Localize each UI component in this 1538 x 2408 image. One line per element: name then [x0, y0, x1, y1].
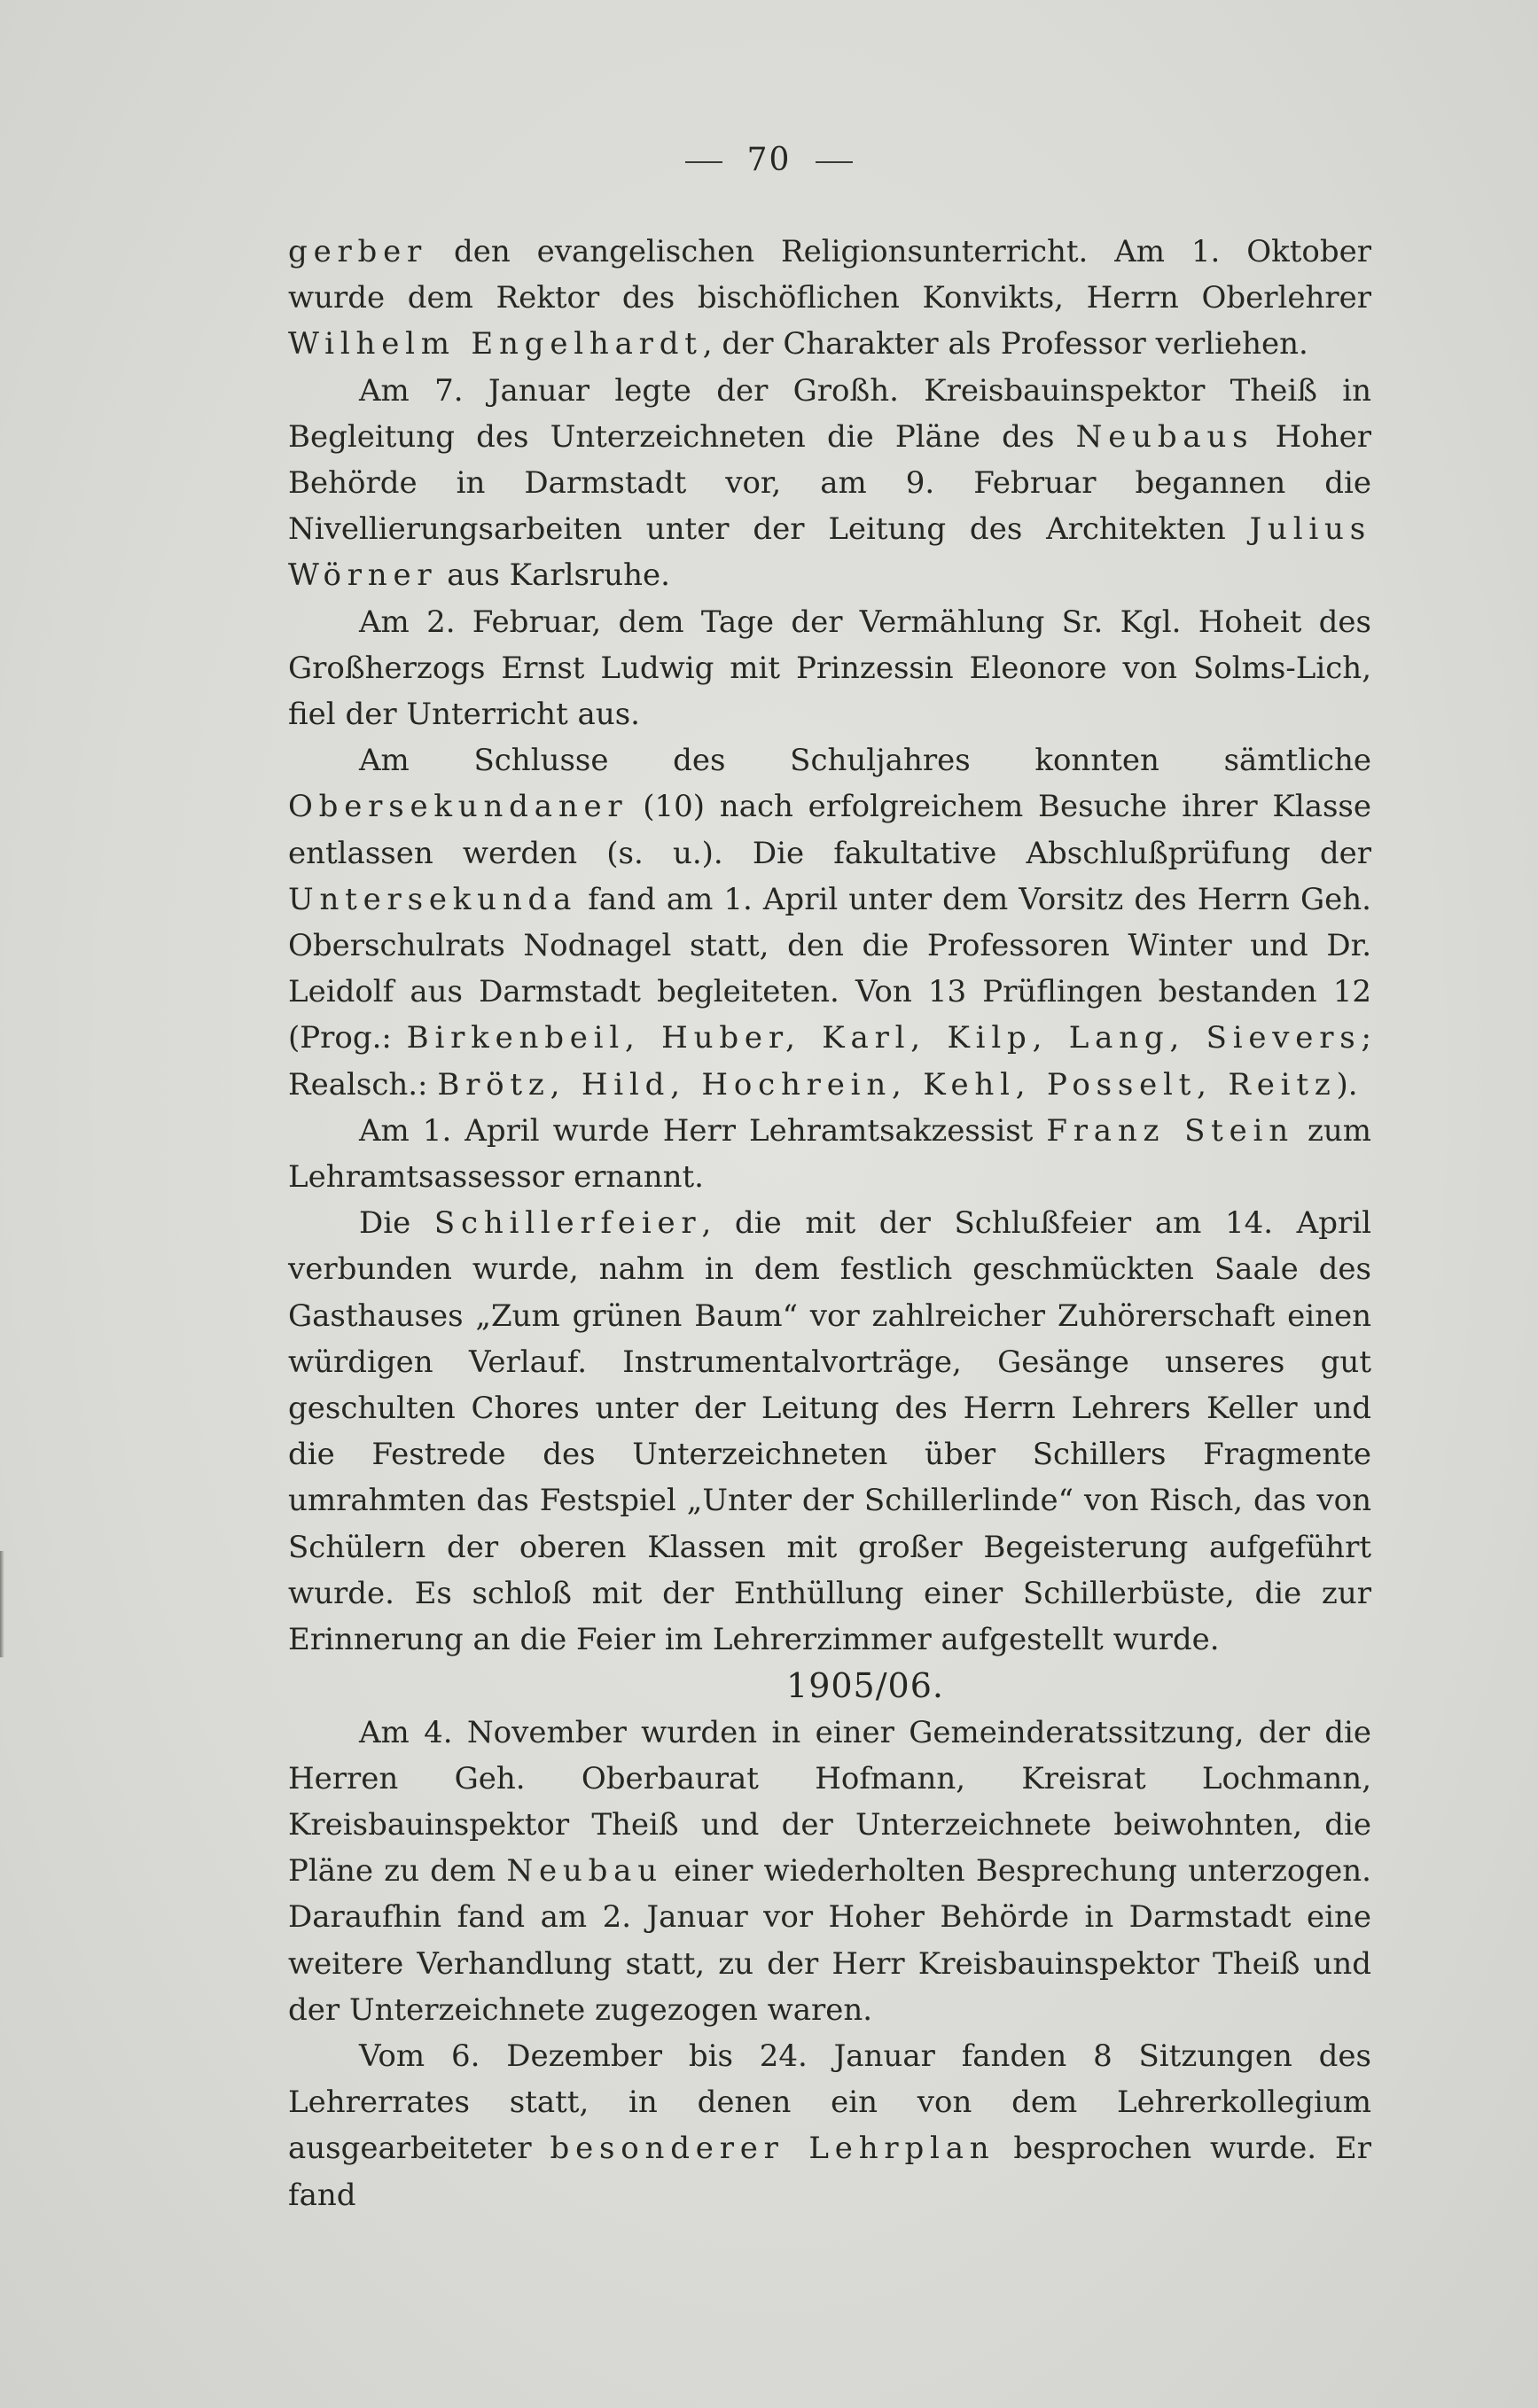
text-run: den evangelischen Religionsunterricht. Am 1. Oktober wurde dem Rektor des bischöflichen Konvikts, Herrn Oberlehrer — [288, 234, 1371, 316]
paragraph — [288, 368, 1371, 599]
text-run: Am 7. Januar legte der Großh. Kreisbauinspektor Theiß in Begleitung des Unterzeichneten die Pläne des — [288, 372, 1371, 455]
paragraph — [288, 1710, 1371, 2033]
paragraph — [288, 1108, 1371, 1200]
spaced-text: besonderer Lehrplan — [550, 2131, 995, 2167]
binding-shadow — [0, 1551, 4, 1657]
paragraph — [288, 229, 1371, 368]
paragraph — [288, 599, 1371, 738]
page-number — [0, 142, 1538, 178]
text-run: Am 1. April wurde Herr Lehramtsakzessist — [359, 1112, 1047, 1149]
paragraph — [288, 1200, 1371, 1663]
text-run: Die — [359, 1205, 434, 1242]
text-run: Am 4. November wurden in einer Gemeinderatssitzung, der die Herren Geh. Oberbaurat Hofmann, Kreisrat Lochmann, Kreisbauinspektor Theiß und der Unterzeichnete beiwohnten, die Pläne zu dem — [288, 1714, 1371, 1890]
spaced-text: Julius Wörner — [288, 511, 1371, 594]
text-run: aus Karlsruhe. — [437, 557, 670, 594]
dash-left — [685, 161, 722, 163]
spaced-text: Untersekunda — [288, 881, 578, 917]
paragraph — [288, 2033, 1371, 2218]
text-run: zum Lehramtsassessor ernannt. — [288, 1112, 1372, 1196]
text-run: Am Schlusse des Schuljahres konnten sämtliche — [359, 743, 1371, 779]
spaced-text: Schillerfeier — [433, 1205, 702, 1242]
spaced-text: Wilhelm Engelhardt — [288, 326, 703, 362]
text-run: Am 2. Februar, dem Tage der Vermählung Sr. Kgl. Hoheit des Großherzogs Ernst Ludwig mit Prinzessin Eleonore von Solms-Lich, fiel der Unterricht aus. — [288, 604, 1371, 733]
spaced-text: Neubau — [506, 1853, 663, 1890]
body-text — [288, 229, 1371, 2218]
text-run: Hoher Behörde in Darmstadt vor, am 9. Februar begannen die Nivellierungsarbeiten unter der Leitung des Architekten — [288, 418, 1371, 548]
spaced-text: Obersekundaner — [288, 789, 628, 825]
text-run: fand am 1. April unter dem Vorsitz des Herrn Geh. Oberschulrats Nodnagel statt, den die Professoren Winter und Dr. Leidolf aus Darmstadt begleiteten. Von 13 Prüflingen bestanden 12 (Prog.: — [288, 881, 1371, 1056]
text-run: Vom 6. Dezember bis 24. Januar fanden 8 Sitzungen des Lehrerrates statt, in denen ein von dem Lehrerkollegium ausgearbeiteter — [288, 2038, 1371, 2167]
spaced-text: gerber — [288, 234, 428, 269]
page-number-value: 70 — [746, 142, 792, 178]
text-run: ; Realsch.: — [288, 1020, 1371, 1103]
spaced-text: Brötz, Hild, Hochrein, Kehl, Posselt, Reitz — [437, 1066, 1337, 1103]
text-run: besprochen wurde. Er fand — [288, 2131, 1371, 2213]
text-run: (10) nach erfolgreichem Besuche ihrer Klasse entlassen werden (s. u.). Die fakultative Abschlußprüfung der — [288, 789, 1371, 871]
spaced-text: Franz Stein — [1046, 1112, 1294, 1149]
spaced-text: Birkenbeil, Huber, Karl, Kilp, Lang, Sievers — [406, 1020, 1362, 1056]
text-run: , die mit der Schlußfeier am 14. April verbunden wurde, nahm in dem festlich geschmückten Saale des Gasthauses „Zum grünen Baum“ vor zahlreicher Zuhörerschaft einen würdigen Verlauf. Instrumentalvorträge, Gesänge unseres gut geschulten Chores unter der Leitung des Herrn Lehrers Keller und die Festrede des Unterzeichneten über Schillers Fragmente umrahmten das Festspiel „Unter der Schillerlinde“ von Risch, das von Schülern der oberen Klassen mit großer Begeisterung aufgeführt wurde. Es schloß mit der Enthüllung einer Schillerbüste, die zur Erinnerung an die Feier im Lehrerzimmer aufgestellt wurde. — [288, 1205, 1371, 1658]
section-heading: 1905/06. — [786, 1666, 944, 1706]
dash-right — [816, 161, 853, 163]
text-run: , der Charakter als Professor verliehen. — [702, 326, 1308, 362]
text-run: ). — [1336, 1066, 1358, 1103]
text-run: einer wiederholten Besprechung unterzogen. Daraufhin fand am 2. Januar vor Hoher Behörde in Darmstadt eine weitere Verhandlung statt, zu der Herr Kreisbauinspektor Theiß und der Unterzeichnete zugezogen waren. — [288, 1853, 1371, 2028]
spaced-text: Neubaus — [1075, 418, 1254, 455]
paragraph — [288, 737, 1371, 1108]
